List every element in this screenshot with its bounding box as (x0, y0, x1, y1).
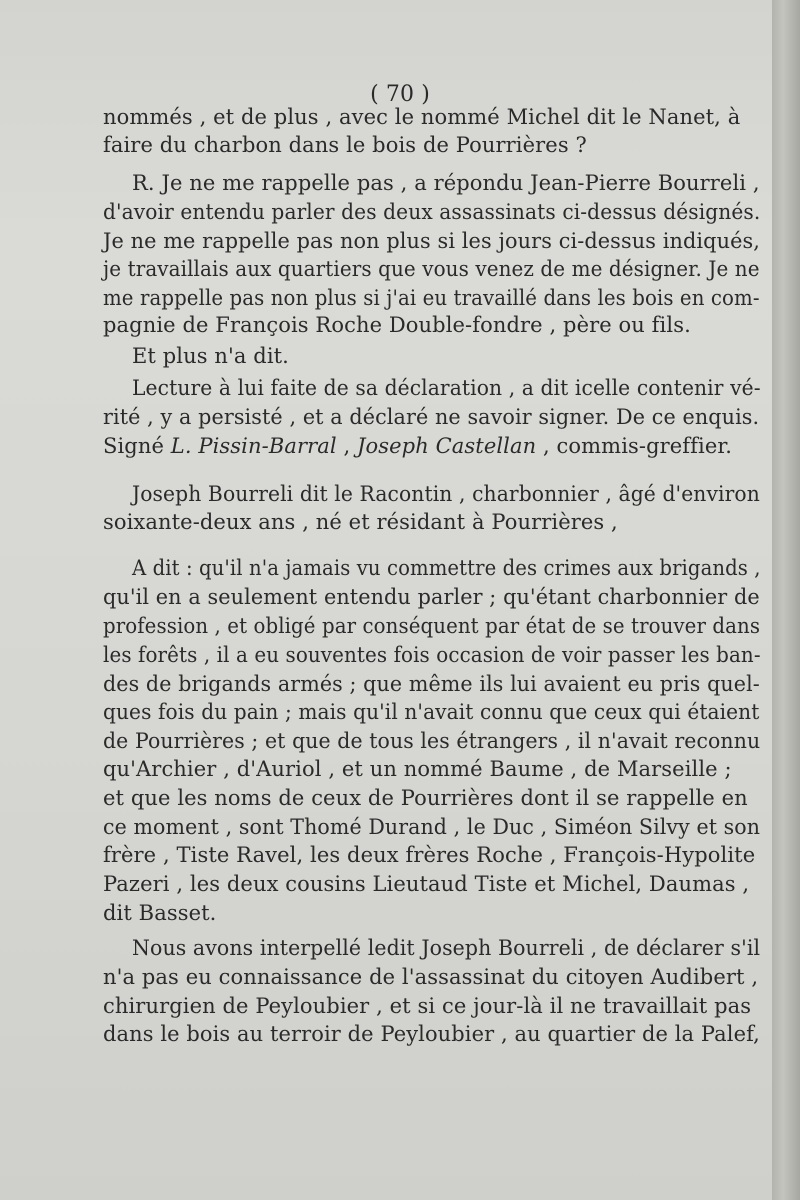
signature-line (103, 434, 732, 458)
text-line: faire du charbon dans le bois de Pourrières ? (103, 133, 587, 157)
text-line: les forêts , il a eu souventes fois occasion de voir passer les ban- (103, 643, 761, 667)
text-line: dans le bois au terroir de Peyloubier , au quartier de la Palef, (103, 1022, 760, 1046)
text-line: A dit : qu'il n'a jamais vu commettre des crimes aux brigands , (132, 556, 761, 580)
text-line: ques fois du pain ; mais qu'il n'avait connu que ceux qui étaient (103, 700, 760, 724)
signature-name-1: L. Pissin-Barral (170, 434, 337, 458)
text-line: qu'il en a seulement entendu parler ; qu'étant charbonnier de (103, 585, 760, 609)
text-line: pagnie de François Roche Double-fondre , père ou fils. (103, 313, 691, 337)
next-page-edge (772, 0, 800, 1200)
signature-sep: , (336, 434, 358, 458)
text-line: qu'Archier , d'Auriol , et un nommé Baume , de Marseille ; (103, 757, 732, 781)
signature-suffix: , commis-greffier. (536, 434, 732, 458)
text-line: d'avoir entendu parler des deux assassinats ci-dessus désignés. (103, 200, 761, 224)
signature-prefix: Signé (103, 434, 171, 458)
text-line: frère , Tiste Ravel, les deux frères Roche , François-Hypolite (103, 843, 756, 867)
text-line: soixante-deux ans , né et résidant à Pourrières , (103, 510, 618, 534)
text-line: Joseph Bourreli dit le Racontin , charbonnier , âgé d'environ (132, 482, 760, 506)
text-line: de Pourrières ; et que de tous les étrangers , il n'avait reconnu (103, 729, 761, 753)
text-line: rité , y a persisté , et a déclaré ne savoir signer. De ce enquis. (103, 405, 760, 429)
text-line: Lecture à lui faite de sa déclaration , a dit icelle contenir vé- (132, 376, 761, 400)
text-line: je travaillais aux quartiers que vous venez de me désigner. Je ne (103, 257, 760, 281)
text-line: Et plus n'a dit. (132, 344, 289, 368)
text-line: me rappelle pas non plus si j'ai eu travaillé dans les bois en com- (103, 286, 760, 310)
text-line: des de brigands armés ; que même ils lui avaient eu pris quel- (103, 672, 760, 696)
text-line: dit Basset. (103, 901, 217, 925)
signature-name-2: Joseph Castellan (357, 434, 537, 458)
text-line: nommés , et de plus , avec le nommé Michel dit le Nanet, à (103, 105, 741, 129)
text-line: n'a pas eu connaissance de l'assassinat du citoyen Audibert , (103, 965, 759, 989)
text-line: Je ne me rappelle pas non plus si les jours ci-dessus indiqués, (103, 229, 760, 253)
text-line: Nous avons interpellé ledit Joseph Bourreli , de déclarer s'il (132, 936, 761, 960)
page-number: ( 70 ) (370, 82, 430, 107)
text-line: et que les noms de ceux de Pourrières dont il se rappelle en (103, 786, 748, 810)
text-line: Pazeri , les deux cousins Lieutaud Tiste et Michel, Daumas , (103, 872, 750, 896)
text-line: chirurgien de Peyloubier , et si ce jour-là il ne travaillait pas (103, 994, 752, 1018)
text-line: profession , et obligé par conséquent par état de se trouver dans (103, 614, 761, 638)
text-line: ce moment , sont Thomé Durand , le Duc , Siméon Silvy et son (103, 815, 761, 839)
text-line: R. Je ne me rappelle pas , a répondu Jean-Pierre Bourreli , (132, 171, 760, 195)
